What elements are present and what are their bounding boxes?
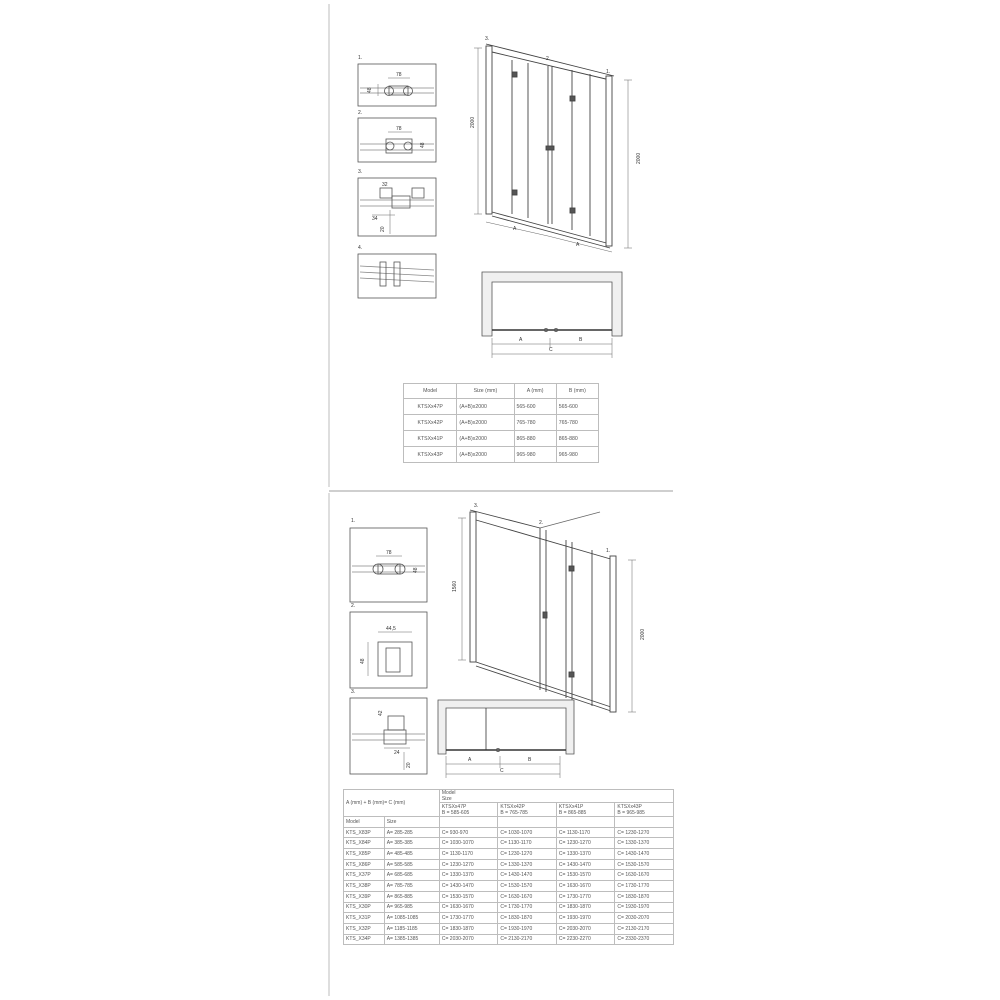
- detail-label-2: 2.: [358, 110, 363, 116]
- upper-size-table: [403, 383, 599, 463]
- table-header-row: [404, 384, 599, 399]
- header-cell: B (mm): [556, 384, 598, 399]
- table-cell: C= 1530-1570: [439, 891, 498, 902]
- table-cell: C= 1630-1670: [615, 870, 674, 881]
- series-range: B = 765-785: [500, 809, 528, 816]
- table-cell: KTS_X37P: [344, 870, 385, 881]
- table-cell: A= 285-285: [384, 827, 439, 838]
- dim-label: 48: [360, 658, 366, 664]
- dim-label: 32: [382, 182, 388, 188]
- table-cell: A= 485-485: [384, 849, 439, 860]
- table-cell: C= 1230-1270: [615, 827, 674, 838]
- table-cell: C= 1030-1070: [439, 838, 498, 849]
- height-dim-label: 2000: [636, 152, 642, 164]
- series-name: KTSXx42P: [500, 803, 525, 810]
- detail-label-3: 3.: [358, 169, 363, 175]
- dim-label: 20: [380, 226, 386, 232]
- table-cell: C= 1730-1770: [556, 891, 615, 902]
- detail-box-3: [358, 178, 436, 236]
- lower-elevation-labels: [452, 503, 646, 640]
- table-cell: C= 1430-1470: [439, 881, 498, 892]
- table-cell: C= 2130-2170: [498, 934, 557, 945]
- header-cell: [439, 790, 673, 803]
- table-cell: KTS_X85P: [344, 849, 385, 860]
- lower-size-table: [343, 789, 674, 945]
- detail-label-2: 2.: [351, 603, 356, 609]
- table-row: [344, 934, 674, 945]
- width-label: A: [513, 226, 517, 232]
- table-header-row: [344, 790, 674, 803]
- plan-label-c: C: [549, 347, 553, 353]
- corner-cell: A (mm) + B (mm)= C (mm): [344, 790, 440, 817]
- callout-label: 1.: [606, 69, 611, 75]
- callout-label: 3.: [474, 503, 479, 509]
- dim-label: 24: [394, 750, 400, 756]
- table-cell: C= 1630-1670: [556, 881, 615, 892]
- table-cell: A= 1385-1385: [384, 934, 439, 945]
- table-cell: 965-980: [514, 447, 556, 463]
- height-dim-label: 2000: [470, 116, 476, 128]
- table-cell: KTS_X32P: [344, 923, 385, 934]
- table-cell: C= 1430-1470: [556, 859, 615, 870]
- model-label: Model: [441, 790, 456, 796]
- table-cell: (A+B)x2000: [457, 431, 514, 447]
- table-cell: A= 1085-1085: [384, 913, 439, 924]
- table-cell: C= 2330-2370: [615, 934, 674, 945]
- table-cell: KTS_X30P: [344, 902, 385, 913]
- series-range: B = 585-605: [441, 809, 470, 816]
- table-row: [404, 399, 599, 415]
- plan-label-a: A: [468, 757, 472, 763]
- dim-label: 48: [367, 87, 373, 93]
- dim-label: 44,5: [386, 626, 396, 632]
- table-cell: C= 2130-2170: [615, 923, 674, 934]
- table-cell: 765-780: [556, 415, 598, 431]
- series-name: KTSXx47P: [441, 803, 467, 810]
- lower-detail-labels: [351, 518, 419, 768]
- series-cell: [498, 803, 557, 817]
- detail-box-4: [358, 254, 436, 298]
- table-cell: (A+B)x2000: [457, 447, 514, 463]
- series-cell: [439, 803, 498, 817]
- table-cell: C= 1130-1170: [556, 827, 615, 838]
- plan-label-b: B: [579, 337, 583, 343]
- table-cell: C= 1930-1970: [556, 913, 615, 924]
- table-row: [344, 902, 674, 913]
- height-dim-label: 2000: [640, 628, 646, 640]
- table-cell: C= 930-970: [439, 827, 498, 838]
- table-cell: KTS_X86P: [344, 859, 385, 870]
- series-name: KTSXx43P: [617, 803, 642, 810]
- detail-box-3: [350, 698, 427, 774]
- table-cell: KTS_X84P: [344, 838, 385, 849]
- table-row: [404, 447, 599, 463]
- table-row: [344, 849, 674, 860]
- detail-box-2: [358, 118, 436, 162]
- detail-box-1: [350, 528, 427, 602]
- table-cell: C= 1930-1970: [615, 902, 674, 913]
- table-cell: C= 2030-2070: [556, 923, 615, 934]
- table-cell: C= 1030-1070: [498, 827, 557, 838]
- table-cell: C= 1230-1270: [439, 859, 498, 870]
- header-cell: Size: [384, 817, 439, 828]
- dim-label: 48: [420, 142, 426, 148]
- table-cell: C= 1430-1470: [615, 849, 674, 860]
- upper-front-elevation: [474, 44, 632, 252]
- detail-box-2: [350, 612, 427, 688]
- series-cell: [556, 803, 615, 817]
- callout-label: 2.: [546, 56, 551, 62]
- table-cell: 865-880: [556, 431, 598, 447]
- dim-label: 48: [413, 567, 419, 573]
- table-cell: C= 2230-2270: [556, 934, 615, 945]
- table-cell: A= 585-585: [384, 859, 439, 870]
- table-cell: C= 1330-1370: [439, 870, 498, 881]
- table-cell: C= 2030-2070: [439, 934, 498, 945]
- table-cell: KTSXx41P: [404, 431, 457, 447]
- dim-label: 34: [372, 216, 378, 222]
- series-cell: [615, 803, 674, 817]
- header-cell: Model: [344, 817, 385, 828]
- table-row: [344, 923, 674, 934]
- table-cell: KTS_X39P: [344, 891, 385, 902]
- table-cell: A= 785-785: [384, 881, 439, 892]
- dim-label: 78: [396, 72, 402, 78]
- table-row: [344, 870, 674, 881]
- header-cell: A (mm): [514, 384, 556, 399]
- plan-label-c: C: [500, 768, 504, 774]
- table-cell: C= 1530-1570: [498, 881, 557, 892]
- detail-label-4: 4.: [358, 245, 363, 251]
- header-cell: Size (mm): [457, 384, 514, 399]
- callout-label: 1.: [606, 548, 611, 554]
- plan-label-b: B: [528, 757, 532, 763]
- table-cell: C= 1530-1570: [556, 870, 615, 881]
- table-cell: (A+B)x2000: [457, 415, 514, 431]
- table-cell: C= 1130-1170: [498, 838, 557, 849]
- dim-label: 42: [378, 710, 384, 716]
- series-range: B = 965-985: [617, 809, 645, 816]
- table-cell: A= 1185-1185: [384, 923, 439, 934]
- table-cell: C= 1330-1370: [615, 838, 674, 849]
- height-dim-label: 1560: [452, 580, 458, 592]
- table-cell: C= 1530-1570: [615, 859, 674, 870]
- table-cell: C= 1330-1370: [556, 849, 615, 860]
- table-cell: C= 1730-1770: [498, 902, 557, 913]
- detail-label-1: 1.: [358, 55, 363, 61]
- table-cell: (A+B)x2000: [457, 399, 514, 415]
- table-cell: C= 1630-1670: [439, 902, 498, 913]
- table-cell: KTSXx42P: [404, 415, 457, 431]
- upper-plan-view: [482, 272, 622, 358]
- table-cell: C= 1130-1170: [439, 849, 498, 860]
- dim-label: 20: [406, 762, 412, 768]
- lower-plan-view: [438, 700, 574, 778]
- table-cell: C= 1330-1370: [498, 859, 557, 870]
- table-row: [344, 913, 674, 924]
- callout-label: 2.: [539, 520, 544, 526]
- series-name: KTSXx41P: [558, 803, 584, 810]
- table-cell: C= 1830-1870: [439, 923, 498, 934]
- width-label: A: [576, 242, 580, 248]
- table-cell: 565-600: [556, 399, 598, 415]
- upper-detail-views: [358, 64, 436, 298]
- table-row: [344, 838, 674, 849]
- table-cell: C= 1730-1770: [615, 881, 674, 892]
- table-cell: C= 1930-1970: [498, 923, 557, 934]
- table-cell: C= 1730-1770: [439, 913, 498, 924]
- table-cell: C= 1830-1870: [498, 913, 557, 924]
- table-row: [404, 415, 599, 431]
- table-cell: A= 965-985: [384, 902, 439, 913]
- table-row: [344, 859, 674, 870]
- detail-label-1: 1.: [351, 518, 356, 524]
- table-cell: C= 1630-1670: [498, 891, 557, 902]
- plan-label-a: A: [519, 337, 523, 343]
- lower-detail-views: [350, 528, 427, 774]
- table-cell: C= 1830-1870: [556, 902, 615, 913]
- upper-elevation-labels: [470, 36, 642, 248]
- table-cell: A= 385-385: [384, 838, 439, 849]
- table-row: [344, 827, 674, 838]
- table-cell: KTS_X31P: [344, 913, 385, 924]
- dim-label: 78: [396, 126, 402, 132]
- lower-front-elevation: [458, 510, 636, 712]
- table-cell: KTS_X83P: [344, 827, 385, 838]
- upper-plan-labels: [519, 337, 583, 353]
- table-cell: KTS_X38P: [344, 881, 385, 892]
- table-cell: 565-600: [514, 399, 556, 415]
- table-cell: KTSXx43P: [404, 447, 457, 463]
- table-cell: C= 2030-2070: [615, 913, 674, 924]
- table-cell: C= 1830-1870: [615, 891, 674, 902]
- detail-box-1: [358, 64, 436, 106]
- table-cell: C= 1430-1470: [498, 870, 557, 881]
- table-header-row: [344, 817, 674, 828]
- table-cell: A= 865-885: [384, 891, 439, 902]
- table-row: [404, 431, 599, 447]
- table-cell: 865-880: [514, 431, 556, 447]
- lower-table-body: [344, 827, 674, 945]
- size-label: Size: [441, 796, 452, 802]
- table-cell: C= 1230-1270: [498, 849, 557, 860]
- table-cell: 765-780: [514, 415, 556, 431]
- table-cell: KTSXx47P: [404, 399, 457, 415]
- table-row: [344, 881, 674, 892]
- table-cell: C= 1230-1270: [556, 838, 615, 849]
- table-row: [344, 891, 674, 902]
- table-cell: KTS_X34P: [344, 934, 385, 945]
- series-range: B = 865-885: [558, 809, 587, 816]
- header-cell: Model: [404, 384, 457, 399]
- dim-label: 78: [386, 550, 392, 556]
- table-cell: 965-980: [556, 447, 598, 463]
- detail-label-3: 3.: [351, 689, 356, 695]
- table-cell: A= 685-685: [384, 870, 439, 881]
- callout-label: 3.: [485, 36, 490, 42]
